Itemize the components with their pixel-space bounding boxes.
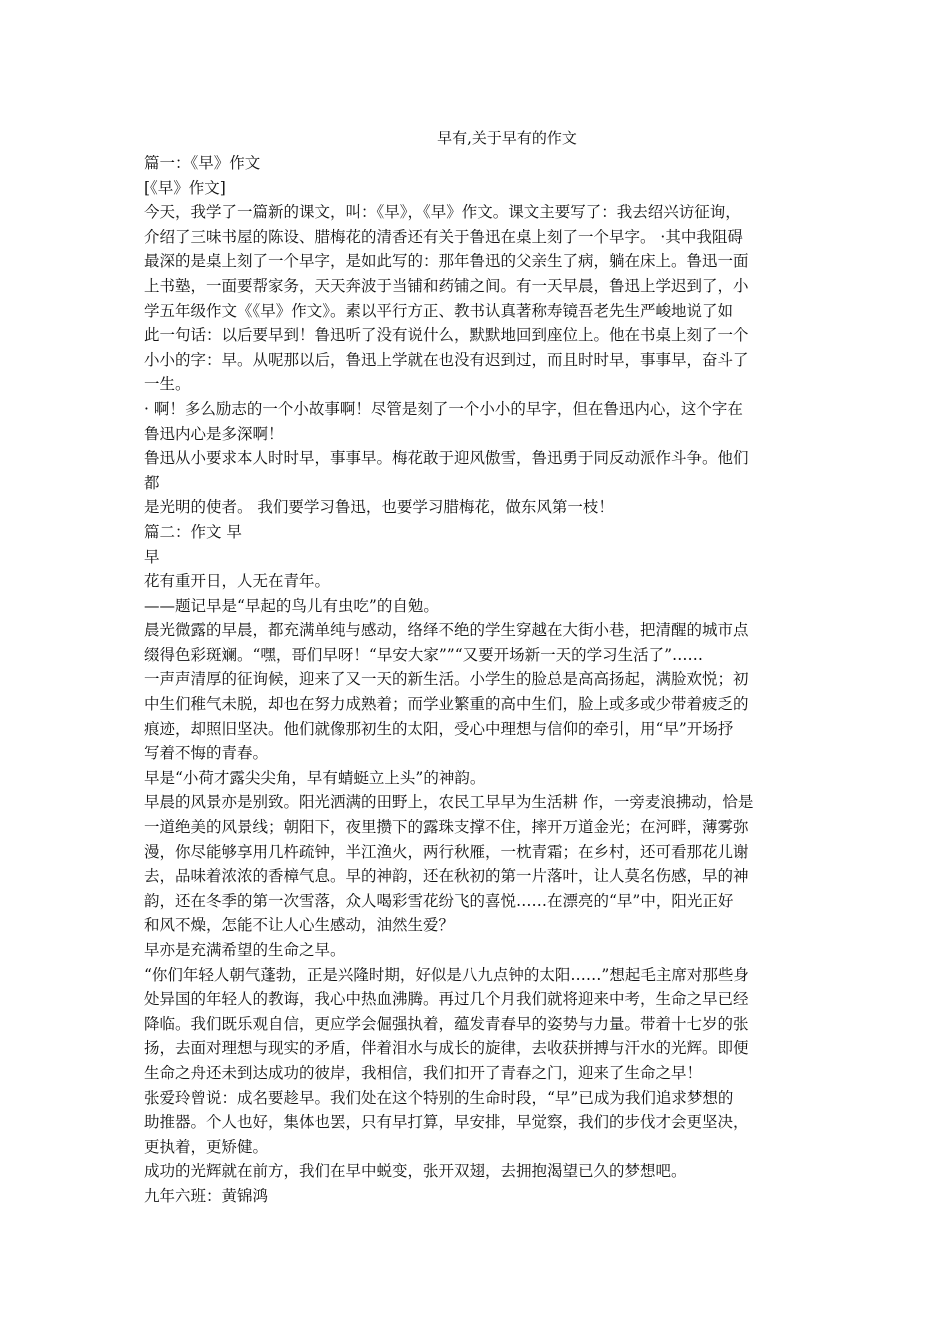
text-line: 早 <box>144 547 160 566</box>
text-line: 晨光微露的早晨，都充满单纯与感动，络绎不绝的学生穿越在大街小巷，把清醒的城市点 <box>144 621 749 640</box>
text-line: 早是“小荷才露尖尖角，早有蜻蜓立上头”的神韵。 <box>144 768 486 787</box>
text-line: 张爱玲曾说：成名要趁早。我们处在这个特别的生命时段，“早”已成为我们追求梦想的 <box>144 1088 734 1107</box>
document-title: 早有,关于早有的作文 <box>437 129 577 147</box>
text-line: 助推器。个人也好，集体也罢，只有早打算，早安排，早觉察，我们的步伐才会更坚决， <box>144 1113 749 1132</box>
text-line: 早亦是充满希望的生命之早。 <box>144 941 346 959</box>
text-line: 篇二：作文 早 <box>144 522 242 541</box>
text-line: 漫，你尽能够享用几杵疏钟，半江渔火，两行秋雁，一枕青霜；在乡村，还可看那花儿谢 <box>144 842 749 861</box>
text-line: 中生们稚气未脱，却也在努力成熟着；而学业繁重的高中生们，脸上或多或少带着疲乏的 <box>144 695 749 714</box>
text-line: 成功的光辉就在前方，我们在早中蜕变，张开双翅，去拥抱渴望已久的梦想吧。 <box>144 1162 687 1181</box>
text-line: 早晨的风景亦是别致。阳光洒满的田野上，农民工早早为生活耕 作，一旁麦浪拂动，恰是 <box>144 793 754 812</box>
document-page <box>144 128 810 1209</box>
text-line: 一声声清厚的征询候，迎来了又一天的新生活。小学生的脸总是高高扬起，满脸欢悦；初 <box>144 670 749 689</box>
text-line: 处异国的年轻人的教诲，我心中热血沸腾。再过几个月我们就将迎来中考，生命之早已经 <box>144 990 749 1009</box>
text-line: 介绍了三味书屋的陈设、腊梅花的清香还有关于鲁迅在桌上刻了一个早字。 ·其中我阻碍 <box>144 227 743 246</box>
text-line: 更执着，更矫健。 <box>144 1137 269 1156</box>
text-line: [《早》作文] <box>144 178 226 197</box>
text-line: · 啊！多么励志的一个小故事啊！尽管是刻了一个小小的早字，但在鲁迅内心，这个字在 <box>144 399 743 418</box>
text-line: 和风不燥，怎能不让人心生感动，油然生爱？ <box>144 916 455 935</box>
document-body <box>144 151 810 1209</box>
text-line: 一道绝美的风景线；朝阳下，夜里攒下的露珠支撑不住，摔开万道金光；在河畔，薄雾弥 <box>144 818 749 837</box>
text-line: 痕迹，却照旧坚决。他们就像那初生的太阳，受心中理想与信仰的牵引，用“早”开场抒 <box>144 719 734 738</box>
text-line: 小小的字：早。从呢那以后，鲁迅上学就在也没有迟到过，而且时时早，事事早，奋斗了 <box>144 350 749 369</box>
text-line: 花有重开日，人无在青年。 <box>144 572 331 591</box>
text-line: 一生。 <box>144 375 191 394</box>
text-line: 都 <box>144 473 160 492</box>
text-line: 降临。我们既乐观自信，更应学会倔强执着，蕴发青春早的姿势与力量。带着十七岁的张 <box>144 1014 749 1033</box>
text-line: 去，品味着浓浓的香樟气息。早的神韵，还在秋初的第一片落叶，让人莫名伤感，早的神 <box>144 867 749 886</box>
text-line: 生命之舟还未到达成功的彼岸，我相信，我们扣开了青春之门，迎来了生命之早！ <box>144 1063 703 1082</box>
text-line: 缀得色彩斑斓。“嘿，哥们早呀！“早安大家””“又要开场新一天的学习生活了”…… <box>144 645 704 664</box>
text-line: 最深的是桌上刻了一个早字，是如此写的：那年鲁迅的父亲生了病，躺在床上。鲁迅一面 <box>144 252 749 271</box>
text-line: 扬，去面对理想与现实的矛盾，伴着泪水与成长的旋律，去收获拼搏与汗水的光辉。即便 <box>144 1039 749 1058</box>
text-line: “你们年轻人朝气蓬勃，正是兴隆时期，好似是八九点钟的太阳……”想起毛主席对那些身 <box>144 965 749 984</box>
text-line: 学五年级作文《《早》作文》。素以平行方正、教书认真著称寿镜吾老先生严峻地说了如 <box>144 301 734 320</box>
text-line: 此一句话：以后要早到！鲁迅听了没有说什么，默默地回到座位上。他在书桌上刻了一个 <box>144 326 749 345</box>
text-line: 鲁迅从小要求本人时时早，事事早。梅花敢于迎风傲雪，鲁迅勇于同反动派作斗争。他们 <box>144 449 749 468</box>
text-line: ——题记早是“早起的鸟儿有虫吃”的自勉。 <box>144 596 439 615</box>
text-line: 上书塾，一面要帮家务，天天奔波于当铺和药铺之间。有一天早晨，鲁迅上学迟到了，小 <box>144 276 749 295</box>
text-line: 是光明的使者。 我们要学习鲁迅，也要学习腊梅花，做东风第一枝！ <box>144 498 614 517</box>
text-line: 写着不悔的青春。 <box>144 744 269 763</box>
text-line: 韵，还在冬季的第一次雪落，众人喝彩雪花纷飞的喜悦……在漂亮的“早”中，阳光正好 <box>144 891 734 910</box>
text-line: 今天，我学了一篇新的课文，叫：《早》，《早》作文。课文主要写了：我去绍兴访征询， <box>144 203 741 222</box>
text-line: 九年六班：黄锦鸿 <box>144 1186 269 1205</box>
text-line: 篇一：《早》作文 <box>144 154 261 172</box>
text-line: 鲁迅内心是多深啊！ <box>144 424 284 443</box>
